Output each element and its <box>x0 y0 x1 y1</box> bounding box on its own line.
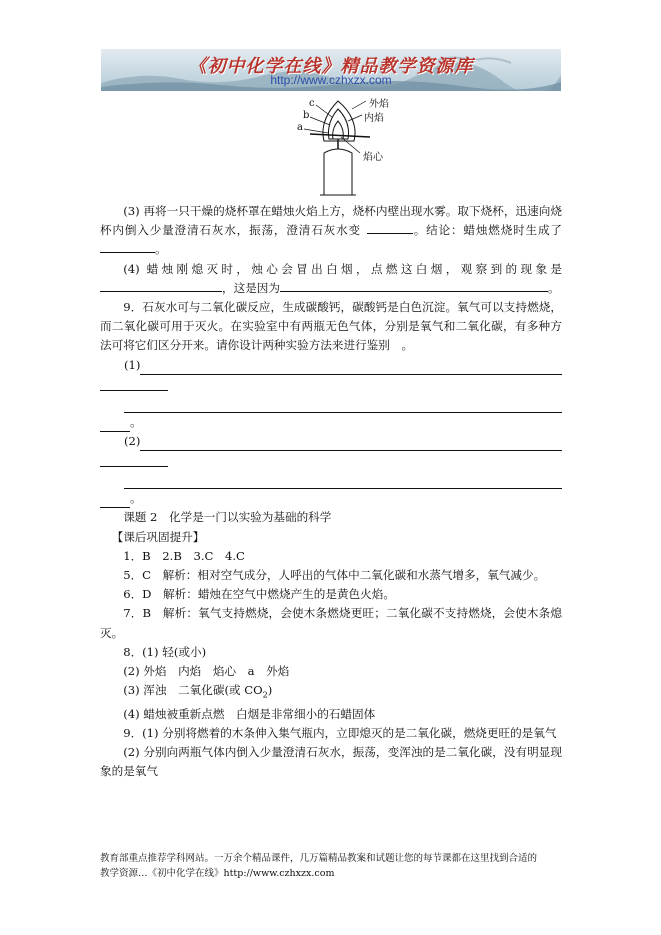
method-2-line <box>100 432 562 451</box>
q4-text-1: (4) 蜡烛刚熄灭时，烛心会冒出白烟，点燃这白烟，观察到的现象是 <box>123 261 562 276</box>
answers-section: 【课后巩固提升】 <box>111 529 205 544</box>
label-b: b <box>303 110 310 121</box>
answer-8-1: 8．(1) 轻(或小) <box>123 644 207 659</box>
question-9: 9．石灰水可与二氧化碳反应，生成碳酸钙，碳酸钙是白色沉淀。氧气可以支持燃烧，而二氧化碳可用于灭火。在实验室中有两瓶无色气体，分别是氧气和二氧化碳，有多种方法可将它们区分开来。请你设计两种实验方法来进行鉴别 。 <box>100 300 562 353</box>
co2-subscript: 2 <box>262 690 268 700</box>
answer-8-3 <box>100 681 562 705</box>
method-2-blank-2[interactable] <box>100 451 168 467</box>
q3-blank-1[interactable] <box>367 221 413 234</box>
method-1-blank[interactable] <box>140 359 562 375</box>
answer-8-2: (2) 外焰 内焰 焰心 a 外焰 <box>123 664 290 679</box>
banner-title: 《初中化学在线》精品教学资源库 <box>188 56 474 77</box>
worksheet-content <box>100 202 562 782</box>
method-1-blank-3[interactable] <box>124 397 562 413</box>
footer-line-1: 教育部重点推荐学科网站。一万余个精品课件，几万篇精品教案和试题让您的每节课都在这里找到合适的 <box>100 853 538 864</box>
q4-blank-2[interactable] <box>280 279 548 292</box>
question-4 <box>100 260 562 298</box>
method-1-line-4 <box>100 413 562 432</box>
footer-line-2[interactable]: 教学资源…《初中化学在线》http://www.czhxzx.com <box>100 868 335 879</box>
answer-7: 7．B 解析：氧气支持燃烧，会使木条燃烧更旺；二氧化碳不支持燃烧，会使木条熄灭。 <box>100 606 562 640</box>
answer-9-1: 9．(1) 分别将燃着的木条伸入集气瓶内，立即熄灭的是二氧化碳，燃烧更旺的是氧气 <box>123 725 557 740</box>
method-2-line-3 <box>100 473 562 489</box>
method-1-blank-2[interactable] <box>100 375 168 391</box>
label-a: a <box>297 122 303 133</box>
q3-text-3: 。 <box>155 242 167 257</box>
q3-blank-2[interactable] <box>100 240 155 253</box>
method-2-blank[interactable] <box>140 435 562 451</box>
method-1-blank-4[interactable] <box>100 416 130 432</box>
method-1-line-3 <box>100 397 562 413</box>
q4-blank-1[interactable] <box>100 279 222 292</box>
label-flame-core: 焰心 <box>363 152 383 163</box>
banner-url[interactable]: http://www.czhxzx.com <box>270 73 392 87</box>
page-footer <box>100 851 570 881</box>
answer-9-2: (2) 分别向两瓶气体内倒入少量澄清石灰水，振荡，变浑浊的是二氧化碳，没有明显现象的是氧气 <box>100 745 562 779</box>
method-2-end: 。 <box>130 491 142 506</box>
label-inner-flame: 内焰 <box>364 113 384 124</box>
method-1-line-2 <box>100 375 562 391</box>
method-2-line-2 <box>100 451 562 467</box>
method-2-line-4 <box>100 489 562 508</box>
method-1-end: 。 <box>130 414 142 429</box>
answer-5: 5．C 解析：相对空气成分，人呼出的气体中二氧化碳和水蒸气增多，氧气减少。 <box>123 568 546 583</box>
answer-8-3-text: (3) 浑浊 二氧化碳(或 CO <box>123 683 263 698</box>
q4-text-3: 。 <box>547 280 560 295</box>
answers-title: 课题 2 化学是一门以实验为基础的科学 <box>123 510 332 525</box>
method-2-blank-3[interactable] <box>124 473 562 489</box>
answer-8-4: (4) 蜡烛被重新点燃 白烟是非常细小的石蜡固体 <box>123 706 376 721</box>
candle-flame-figure <box>290 95 400 200</box>
method-2-label: (2) <box>124 434 141 449</box>
label-outer-flame: 外焰 <box>369 99 389 110</box>
header-banner <box>101 49 561 91</box>
answer-6: 6．D 解析：蜡烛在空气中燃烧产生的是黄色火焰。 <box>123 587 395 602</box>
answer-1-4: 1．B 2.B 3.C 4.C <box>123 548 245 563</box>
method-1-line <box>100 356 562 375</box>
method-2-blank-4[interactable] <box>100 492 130 508</box>
q4-text-2: ，这是因为 <box>222 280 280 295</box>
question-3 <box>100 202 562 260</box>
answer-8-3-close: ) <box>267 683 273 698</box>
method-1-label: (1) <box>124 357 141 372</box>
label-c: c <box>309 98 315 109</box>
q3-text-1: (3) 再将一只干燥的烧杯罩在蜡烛火焰上方，烧杯内壁出现水雾。取下烧杯，迅速向烧杯内倒入少量澄清石灰水，振荡，澄清石灰水变 <box>100 204 562 238</box>
q3-text-2: 。结论：蜡烛燃烧时生成了 <box>412 223 562 238</box>
